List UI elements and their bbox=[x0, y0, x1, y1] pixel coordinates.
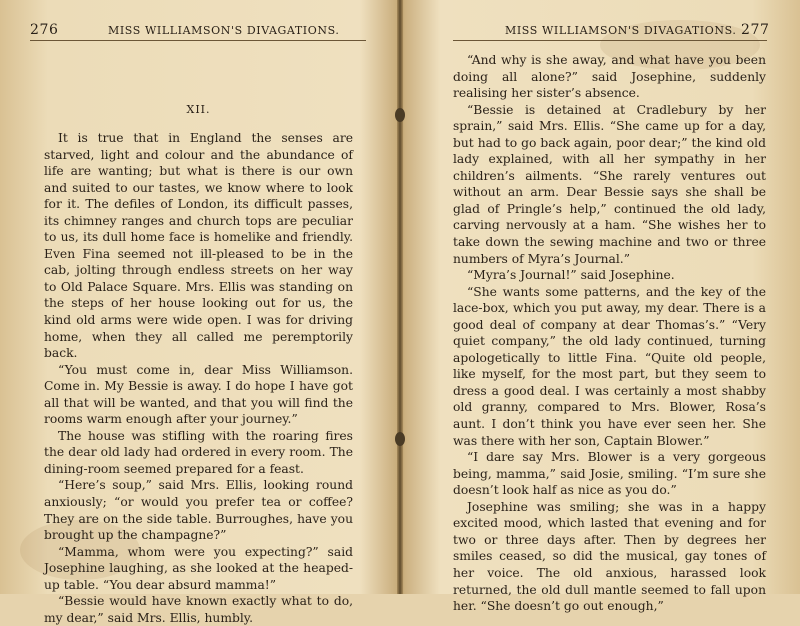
right-page-body bbox=[453, 52, 766, 615]
right-page bbox=[403, 0, 800, 614]
paragraph: It is true that in England the senses are starved, light and colour and the abundance of life are wanting; but what is there is our own and suited to our tastes, we know where to look for it. The defiles of London, its difficult passes, its chimney ranges and church tops are peculiar to us, its dull home face is homelike and friendly. Even Fina seemed not ill-pleased to be in the cab, jolting through endless streets on her way to Old Palace Square. Mrs. Ellis was standing on the steps of her house looking out for us, the kind old arms were wide open. I was for driving home, when they all called me peremptorily back. bbox=[44, 131, 353, 361]
left-page-body bbox=[44, 130, 353, 626]
chapter-heading: XII. bbox=[186, 103, 211, 116]
left-page-number: 276 bbox=[30, 22, 59, 38]
left-page-title: MISS WILLIAMSON'S DIVAGATIONS. bbox=[108, 24, 340, 37]
right-page-title: MISS WILLIAMSON'S DIVAGATIONS. bbox=[505, 24, 737, 37]
paragraph: “Here’s soup,” said Mrs. Ellis, looking round anxiously; “or would you prefer tea or coffee? They are on the side table. Burroughes, have you brought up the champagne?” bbox=[44, 478, 353, 543]
paragraph: “Myra’s Journal!” said Josephine. bbox=[467, 268, 675, 283]
header-rule bbox=[30, 40, 366, 41]
right-page-number: 277 bbox=[741, 22, 770, 38]
paragraph: “Bessie would have known exactly what to do, my dear,” said Mrs. Ellis, humbly. bbox=[44, 594, 353, 625]
left-page bbox=[0, 0, 397, 625]
paragraph: “Mamma, whom were you expecting?” said Josephine laughing, as she looked at the heaped-up table. “You dear absurd mamma!” bbox=[44, 544, 353, 592]
paragraph: “I dare say Mrs. Blower is a very gorgeous being, mamma,” said Josie, smiling. “I’m sure she doesn’t look half as nice as you do.” bbox=[453, 450, 766, 498]
paragraph: Josephine was smiling; she was in a happy excited mood, which lasted that evening and for two or three days after. Then by degrees her smiles ceased, so did the musical, gay tones of her voice. The old anxious, harassed look returned, the old dull mantle seemed to fall upon her. “She doesn’t go out enough,” bbox=[453, 499, 766, 614]
header-rule bbox=[453, 40, 767, 41]
paragraph: “And why is she away, and what have you been doing all alone?” said Josephine, suddenly realising her sister’s absence. bbox=[453, 53, 766, 101]
paragraph: “You must come in, dear Miss Williamson. Come in. My Bessie is away. I do hope I have got all that will be wanted, and that you will find the rooms warm enough after your journey.” bbox=[44, 362, 353, 427]
paragraph: The house was stifling with the roaring fires the dear old lady had ordered in every room. The dining-room seemed prepared for a feast. bbox=[44, 428, 353, 476]
paragraph: “Bessie is detained at Cradlebury by her sprain,” said Mrs. Ellis. “She came up for a day, but had to go back again, poor dear;” the kind old lady explained, with all her sympathy in her children’s ailments. “She rarely ventures out without an arm. Dear Bessie says she shall be glad of Pringle’s help,” continued the old lady, carving nervously at a ham. “She wishes her to take down the sewing machine and two or three numbers of Myra’s Journal.” bbox=[453, 102, 766, 266]
paragraph: “She wants some patterns, and the key of the lace-box, which you put away, my dear. There is a good deal of company at dear Thomas’s.” “Very quiet company,” the old lady continued, turning apologetically to little Fina. “Quite old people, like myself, for the most part, but they seem to dress a good deal. I was certainly a most shabby old granny, compared to Mrs. Blower, Rosa’s aunt. I don’t think you have ever seen her. She was there with her son, Captain Blower.” bbox=[453, 284, 766, 448]
